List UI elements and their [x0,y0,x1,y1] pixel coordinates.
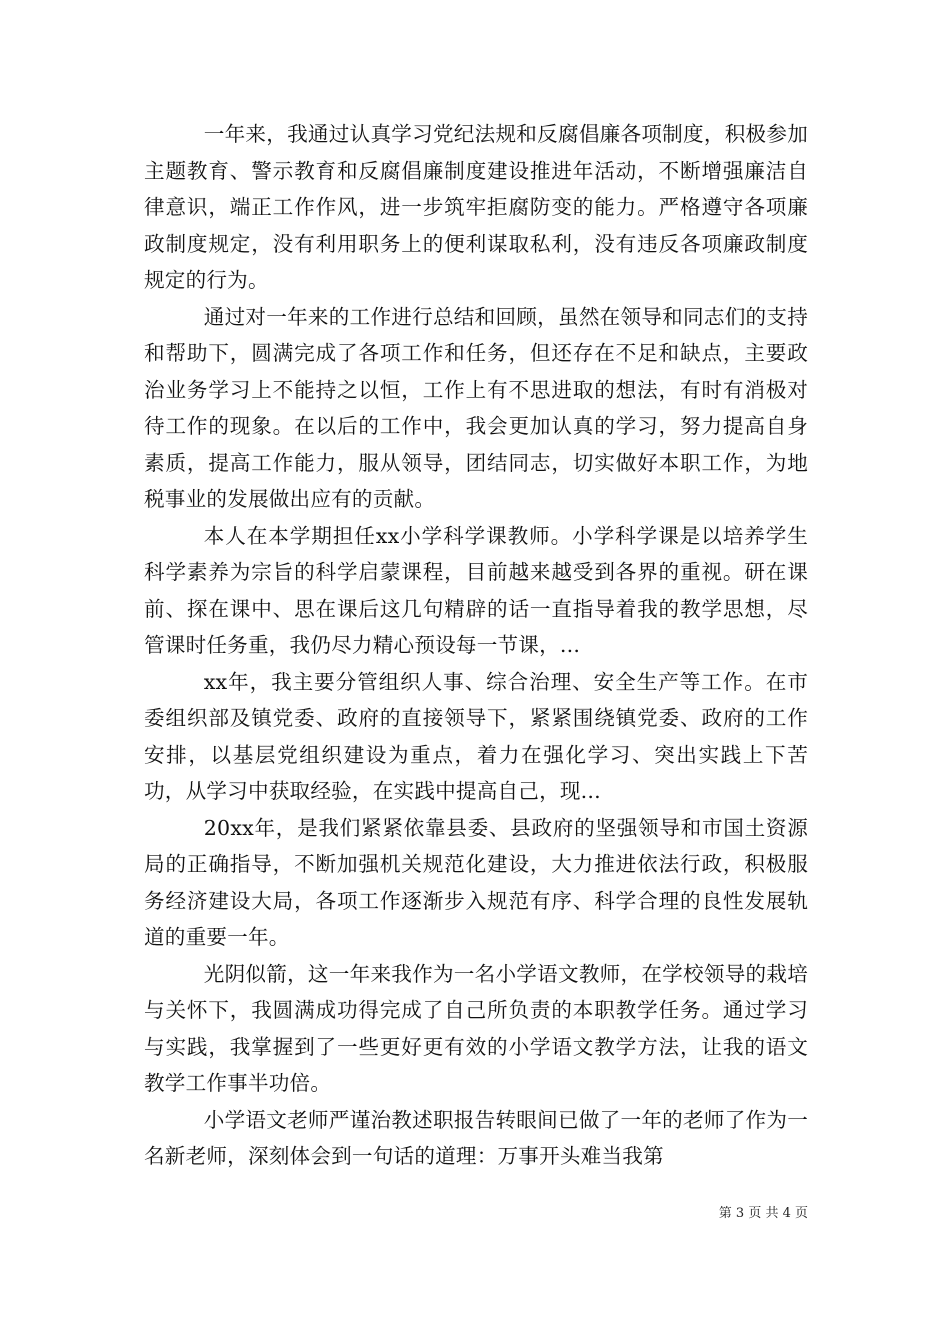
paragraph-4: xx年，我主要分管组织人事、综合治理、安全生产等工作。在市委组织部及镇党委、政府的直接领导下，紧紧围绕镇党委、政府的工作安排，以基层党组织建设为重点，着力在强化学习、突出实践上下苦功，从学习中获取经验，在实践中提高自己，现... [144,669,808,803]
paragraph-6: 光阴似箭，这一年来我作为一名小学语文教师，在学校领导的栽培与关怀下，我圆满成功得完成了自己所负责的本职教学任务。通过学习与实践，我掌握到了一些更好更有效的小学语文教学方法，让我的语文教学工作事半功倍。 [144,961,808,1095]
page-number-footer: 第 3 页 共 4 页 [718,1206,808,1221]
paragraph-1: 一年来，我通过认真学习党纪法规和反腐倡廉各项制度，积极参加主题教育、警示教育和反腐倡廉制度建设推进年活动，不断增强廉洁自律意识，端正工作作风，进一步筑牢拒腐防变的能力。严格遵守各项廉政制度规定，没有利用职务上的便利谋取私利，没有违反各项廉政制度规定的行为。 [144,122,808,292]
paragraph-2: 通过对一年来的工作进行总结和回顾，虽然在领导和同志们的支持和帮助下，圆满完成了各项工作和任务，但还存在不足和缺点，主要政治业务学习上不能持之以恒，工作上有不思进取的想法，有时有消极对待工作的现象。在以后的工作中，我会更加认真的学习，努力提高自身素质，提高工作能力，服从领导，团结同志，切实做好本职工作，为地税事业的发展做出应有的贡献。 [144,304,808,511]
paragraph-5: 20xx年，是我们紧紧依靠县委、县政府的坚强领导和市国土资源局的正确指导，不断加强机关规范化建设，大力推进依法行政，积极服务经济建设大局，各项工作逐渐步入规范有序、科学合理的良性发展轨道的重要一年。 [144,815,808,949]
paragraph-3: 本人在本学期担任xx小学科学课教师。小学科学课是以培养学生科学素养为宗旨的科学启蒙课程，目前越来越受到各界的重视。研在课前、探在课中、思在课后这几句精辟的话一直指导着我的教学思想，尽管课时任务重，我仍尽力精心预设每一节课，... [144,523,808,657]
paragraph-7: 小学语文老师严谨治教述职报告转眼间已做了一年的老师了作为一名新老师，深刻体会到一句话的道理：万事开头难当我第 [144,1107,808,1168]
document-body [144,116,808,1175]
